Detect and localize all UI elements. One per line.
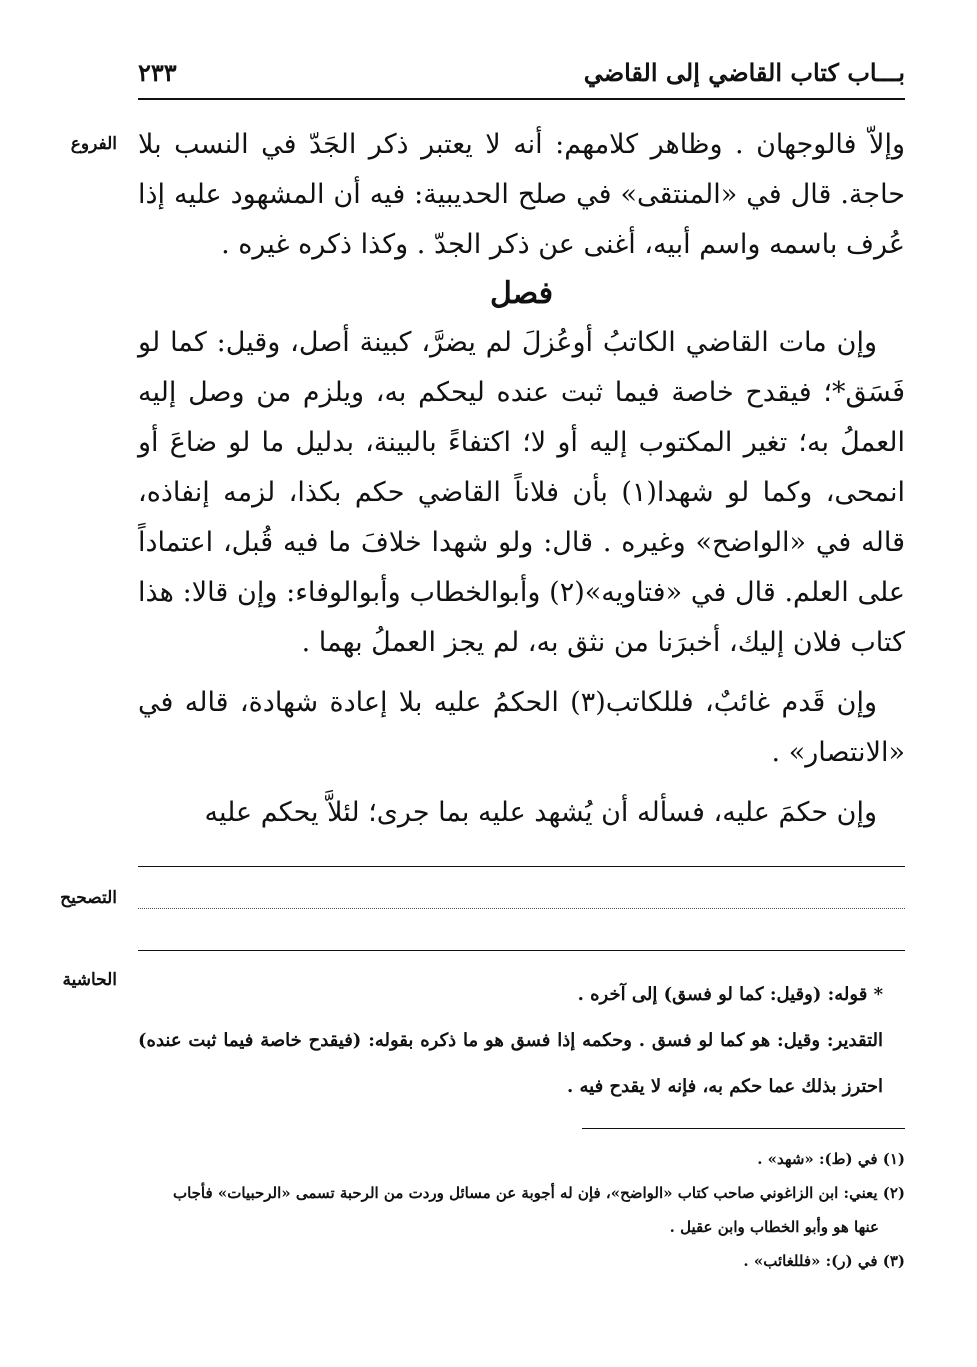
- footnote-1: (١) في (ط): «شهد» .: [757, 1150, 905, 1168]
- paragraph-2: وإن مات القاضي الكاتبُ أوعُزلَ لم يضرَّ، كبينة أصل، وقيل: كما لو فَسَق*؛ فيقدح خاصة فيما ثبت عنده ليحكم به، ويلزم من وصل إليه العملُ به؛ تغير المكتوب إليه أو لا؛ اكتفاءً بالبينة، بدليل ما لو ضاعَ أو انمحى، وكما لو شهدا(١) بأن فلاناً القاضي حكم بكذا، لزمه إنفاذه، قاله في «الواضح» وغيره . قال: ولو شهدا خلافَ ما فيه قُبل، اعتماداً على العلم. قال في «فتاويه»(٢) وأبوالخطاب وأبوالوفاء: وإن قالا: هذا كتاب فلان إليك، أخبرَنا من نثق به، لم يجز العملُ بهما .: [138, 327, 905, 658]
- section-rule-top: [138, 866, 905, 867]
- paragraph-3: وإن قَدم غائبٌ، فللكاتب(٣) الحكمُ عليه بلا إعادة شهادة، قاله في «الانتصار» .: [138, 687, 905, 768]
- tashih-dotted-line: [138, 908, 905, 909]
- side-label-tashih: التصحيح: [60, 888, 117, 908]
- paragraph-1: وإلاّ فالوجهان . وظاهر كلامهم: أنه لا يعتبر ذكر الجَدّ في النسب بلا حاجة. قال في «المنتقى» في صلح الحديبية: فيه أن المشهود عليه إذا عُرف باسمه واسم أبيه، أغنى عن ذكر الجدّ . وكذا ذكره غيره .: [138, 129, 905, 260]
- hashiya-text: [138, 972, 883, 1110]
- side-label-furu: الفروع: [70, 134, 117, 154]
- paragraph-4: وإن حكمَ عليه، فسأله أن يُشهد عليه بما جرى؛ لئلاَّ يحكم عليه: [204, 797, 877, 828]
- hashiya-line-2: التقدير: وقيل: هو كما لو فسق . وحكمه إذا فسق هو ما ذكره بقوله: (فيقدح خاصة فيما ثبت عنده) احترز بذلك عما حكم به، فإنه لا يقدح فيه .: [138, 1030, 883, 1097]
- footnotes: [138, 1142, 905, 1278]
- section-rule-bottom: [138, 950, 905, 951]
- footnote-3: (٣) في (ر): «فللغائب» .: [743, 1252, 905, 1270]
- footnote-rule: [582, 1128, 905, 1129]
- footnote-2: (٢) يعني: ابن الزاغوني صاحب كتاب «الواضح»، فإن له أجوبة عن مسائل وردت من الرحبة تسمى «الرحبيات» فأجاب: [172, 1184, 905, 1202]
- header-rule: [138, 98, 905, 100]
- running-header: [138, 58, 905, 94]
- footnote-2-continued: عنها هو وأبو الخطاب وابن عقيل .: [669, 1218, 879, 1236]
- main-text: [138, 120, 905, 838]
- side-label-hashiya: الحاشية: [62, 970, 117, 990]
- page-number: ٢٣٣: [138, 58, 177, 87]
- section-heading: فصل: [489, 276, 554, 311]
- hashiya-line-1: * قوله: (وقيل: كما لو فسق) إلى آخره .: [577, 984, 883, 1005]
- chapter-title: بـــاب كتاب القاضي إلى القاضي: [583, 58, 905, 87]
